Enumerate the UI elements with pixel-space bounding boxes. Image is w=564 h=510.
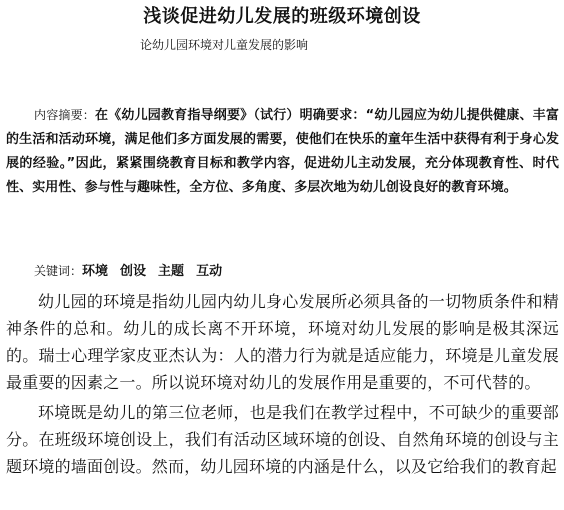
keywords-label: 关键词： <box>34 264 83 278</box>
abstract-text: 在《幼儿园教育指导纲要》（试行）明确要求：“幼儿园应为幼儿提供健康、丰富的生活和活动环境，满足他们多方面发展的需要，使他们在快乐的童年生活中获得有利于身心发展的经验。”因此，紧紧围绕教育目标和教学内容，促进幼儿主动发展，充分体现教育性、时代性、实用性、参与性与趣味性，全方位、多角度、多层次地为幼儿创设良好的教育环境。 <box>6 108 559 195</box>
keyword-item: 创设 <box>120 264 147 279</box>
abstract-label: 内容摘要： <box>34 108 95 122</box>
body-paragraph: 幼儿园的环境是指幼儿园内幼儿身心发展所必须具备的一切物质条件和精神条件的总和。幼儿的成长离不开环境，环境对幼儿发展的影响是极其深远的。瑞士心理学家皮亚杰认为：人的潜力行为就是适应能力，环境是儿童发展最重要的因素之一。所以说环境对幼儿的发展作用是重要的，不可代替的。 <box>6 292 559 392</box>
keyword-item: 互动 <box>196 264 223 279</box>
keyword-item: 环境 <box>82 264 109 279</box>
document-subtitle: 论幼儿园环境对儿童发展的影响 <box>140 38 309 52</box>
keywords-line <box>34 261 234 282</box>
keyword-item: 主题 <box>158 264 185 279</box>
document-title: 浅谈促进幼儿发展的班级环境创设 <box>143 6 421 27</box>
body-text <box>6 288 559 483</box>
body-paragraph: 环境既是幼儿的第三位老师，也是我们在教学过程中，不可缺少的重要部分。在班级环境创设上，我们有活动区域环境的创设、自然角环境的创设与主题环境的墙面创设。然而，幼儿园环境的内涵是什么，以及它给我们的教育起 <box>6 403 559 476</box>
abstract-paragraph <box>6 103 559 200</box>
